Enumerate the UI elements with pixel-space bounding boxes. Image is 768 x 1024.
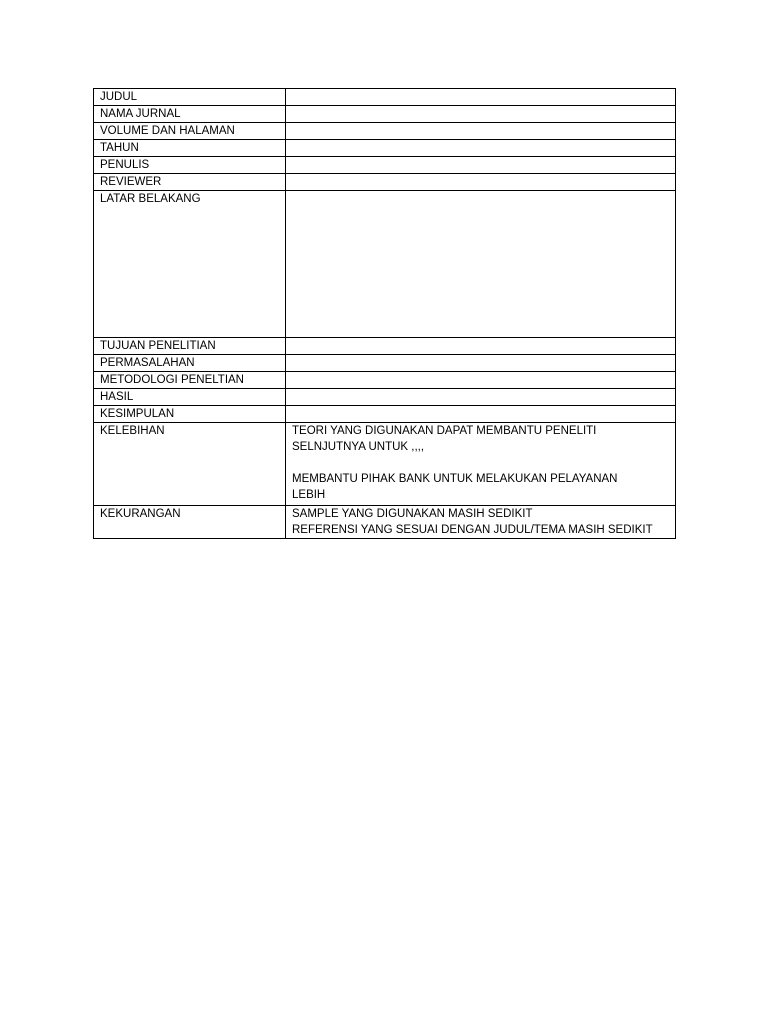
blank-line [292,455,670,471]
field-value [286,423,676,506]
row-kekurangan [94,506,676,539]
field-label: PENULIS [94,157,286,174]
field-label: JUDUL [94,89,286,106]
field-value [286,174,676,191]
row-kesimpulan [94,406,676,423]
row-hasil [94,389,676,406]
text-line: LEBIH [292,489,326,501]
text-line: TEORI YANG DIGUNAKAN DAPAT MEMBANTU PENELITI [292,425,597,437]
field-label: KESIMPULAN [94,406,286,423]
field-value [286,406,676,423]
text-line: SELNJUTNYA UNTUK ,,,, [292,441,425,453]
row-judul [94,89,676,106]
row-tahun [94,140,676,157]
field-label: TAHUN [94,140,286,157]
field-value [286,106,676,123]
field-label: METODOLOGI PENELTIAN [94,372,286,389]
row-volume-dan-halaman [94,123,676,140]
field-value [286,355,676,372]
row-reviewer [94,174,676,191]
field-label: HASIL [94,389,286,406]
field-value [286,140,676,157]
field-value [286,123,676,140]
row-tujuan-penelitian [94,338,676,355]
field-label: KEKURANGAN [94,506,286,539]
field-label: TUJUAN PENELITIAN [94,338,286,355]
row-metodologi-peneltian [94,372,676,389]
text-line: SAMPLE YANG DIGUNAKAN MASIH SEDIKIT [292,508,533,520]
field-value [286,389,676,406]
field-label: LATAR BELAKANG [94,191,286,338]
row-permasalahan [94,355,676,372]
field-value [286,191,676,338]
field-label: VOLUME DAN HALAMAN [94,123,286,140]
field-value [286,506,676,539]
field-value [286,372,676,389]
field-label: NAMA JURNAL [94,106,286,123]
field-label: PERMASALAHAN [94,355,286,372]
field-label: REVIEWER [94,174,286,191]
field-value [286,157,676,174]
text-line: MEMBANTU PIHAK BANK UNTUK MELAKUKAN PELAYANAN [292,473,618,485]
row-nama-jurnal [94,106,676,123]
text-line: REFERENSI YANG SESUAI DENGAN JUDUL/TEMA MASIH SEDIKIT [292,524,653,536]
field-value [286,89,676,106]
row-kelebihan [94,423,676,506]
row-latar-belakang [94,191,676,338]
row-penulis [94,157,676,174]
journal-review-table [93,88,676,539]
field-label: KELEBIHAN [94,423,286,506]
field-value [286,338,676,355]
